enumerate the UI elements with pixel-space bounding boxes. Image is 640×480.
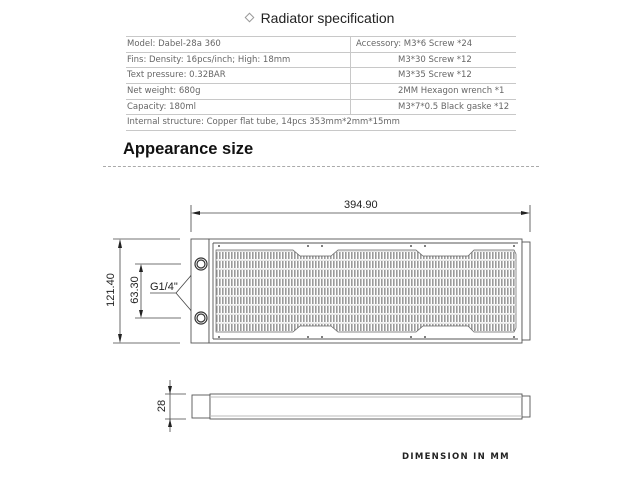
appearance-title: Appearance size: [123, 140, 254, 158]
spec-weight: Net weight: 680g: [127, 86, 201, 97]
spec-structure: Internal structure: Copper flat tube, 14pcs 353mm*2mm*15mm: [127, 117, 400, 128]
height-label: 121.40: [104, 273, 117, 307]
spec-accessory: Accessory: M3*6 Screw *24: [356, 39, 473, 49]
spec-model: Model: Dabel-28a 360: [127, 39, 221, 49]
radiator-side-view: [192, 394, 530, 419]
port-spacing-label: 63.30: [128, 276, 141, 304]
spec-accessory-item: M3*7*0.5 Black gaske *12: [398, 101, 510, 112]
thickness-label: 28: [156, 399, 169, 413]
spec-pressure: Text pressure: 0.32BAR: [127, 70, 226, 81]
dimension-unit-note: DIMENSION IN MM: [402, 452, 510, 462]
fin-core: [216, 250, 516, 332]
length-label: 394.90: [344, 199, 378, 211]
spec-accessory-item: M3*35 Screw *12: [398, 70, 472, 81]
thickness-dimension: [165, 380, 186, 432]
spec-title-text: Radiator specification: [260, 10, 395, 26]
spec-capacity: Capacity: 180ml: [127, 101, 196, 112]
thread-label: G1/4": [150, 281, 178, 293]
port-top: [195, 258, 207, 270]
spec-accessory-item: 2MM Hexagon wrench *1: [398, 86, 505, 97]
port-bottom: [195, 312, 207, 324]
spec-accessory-item: M3*30 Screw *12: [398, 54, 472, 65]
spec-fins: Fins: Density: 16pcs/inch; High: 18mm: [127, 54, 291, 65]
